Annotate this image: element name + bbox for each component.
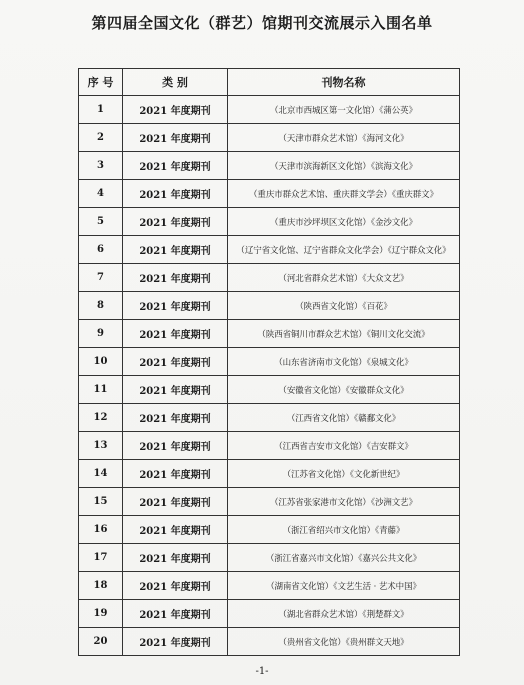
row-category: 2021 年度期刊 (123, 600, 228, 628)
table-row (79, 404, 460, 432)
table-row (79, 572, 460, 600)
row-category: 2021 年度期刊 (123, 516, 228, 544)
row-category: 2021 年度期刊 (123, 180, 228, 208)
row-index: 9 (79, 320, 123, 348)
table-row (79, 320, 460, 348)
row-category: 2021 年度期刊 (123, 376, 228, 404)
row-index: 17 (79, 544, 123, 572)
row-index: 6 (79, 236, 123, 264)
row-category: 2021 年度期刊 (123, 572, 228, 600)
table-row (79, 208, 460, 236)
row-publication-name: （浙江省嘉兴市文化馆）《嘉兴公共文化》 (228, 544, 460, 572)
row-publication-name: （河北省群众艺术馆）《大众文艺》 (228, 264, 460, 292)
row-publication-name: （重庆市群众艺术馆、重庆群文学会）《重庆群文》 (228, 180, 460, 208)
row-publication-name: （陕西省文化馆）《百花》 (228, 292, 460, 320)
row-category: 2021 年度期刊 (123, 236, 228, 264)
row-index: 13 (79, 432, 123, 460)
row-index: 14 (79, 460, 123, 488)
table-row (79, 516, 460, 544)
row-publication-name: （安徽省文化馆）《安徽群众文化》 (228, 376, 460, 404)
table-row (79, 460, 460, 488)
row-publication-name: （浙江省绍兴市文化馆）《青藤》 (228, 516, 460, 544)
row-index: 16 (79, 516, 123, 544)
row-category: 2021 年度期刊 (123, 628, 228, 656)
row-publication-name: （辽宁省文化馆、辽宁省群众文化学会）《辽宁群众文化》 (228, 236, 460, 264)
row-index: 11 (79, 376, 123, 404)
table-row (79, 432, 460, 460)
table-row (79, 152, 460, 180)
row-publication-name: （天津市群众艺术馆）《海河文化》 (228, 124, 460, 152)
row-index: 3 (79, 152, 123, 180)
row-index: 10 (79, 348, 123, 376)
header-index: 序 号 (79, 69, 123, 96)
row-index: 8 (79, 292, 123, 320)
row-category: 2021 年度期刊 (123, 208, 228, 236)
row-index: 19 (79, 600, 123, 628)
row-category: 2021 年度期刊 (123, 488, 228, 516)
table-row (79, 236, 460, 264)
row-publication-name: （重庆市沙坪坝区文化馆）《金沙文化》 (228, 208, 460, 236)
header-name: 刊物名称 (228, 69, 460, 96)
row-publication-name: （江苏省张家港市文化馆）《沙洲文艺》 (228, 488, 460, 516)
table-row (79, 488, 460, 516)
row-publication-name: （陕西省铜川市群众艺术馆）《铜川文化交流》 (228, 320, 460, 348)
row-category: 2021 年度期刊 (123, 544, 228, 572)
row-category: 2021 年度期刊 (123, 124, 228, 152)
row-category: 2021 年度期刊 (123, 320, 228, 348)
row-index: 20 (79, 628, 123, 656)
table-row (79, 96, 460, 124)
row-index: 1 (79, 96, 123, 124)
table-row (79, 600, 460, 628)
table-row (79, 544, 460, 572)
row-index: 5 (79, 208, 123, 236)
row-index: 18 (79, 572, 123, 600)
row-publication-name: （江苏省文化馆）《文化新世纪》 (228, 460, 460, 488)
table-row (79, 180, 460, 208)
header-category: 类 别 (123, 69, 228, 96)
row-index: 7 (79, 264, 123, 292)
finalist-table (78, 68, 460, 656)
row-index: 2 (79, 124, 123, 152)
table-body (79, 96, 460, 656)
row-category: 2021 年度期刊 (123, 264, 228, 292)
row-publication-name: （贵州省文化馆）《贵州群文天地》 (228, 628, 460, 656)
page-title: 第四届全国文化（群艺）馆期刊交流展示入围名单 (91, 14, 433, 32)
row-category: 2021 年度期刊 (123, 96, 228, 124)
row-index: 12 (79, 404, 123, 432)
row-publication-name: （湖北省群众艺术馆）《荆楚群文》 (228, 600, 460, 628)
row-publication-name: （湖南省文化馆）《文艺生活 · 艺术中国》 (228, 572, 460, 600)
row-publication-name: （江西省吉安市文化馆）《吉安群文》 (228, 432, 460, 460)
table-row (79, 124, 460, 152)
table-row (79, 348, 460, 376)
row-category: 2021 年度期刊 (123, 460, 228, 488)
row-index: 15 (79, 488, 123, 516)
row-category: 2021 年度期刊 (123, 348, 228, 376)
row-category: 2021 年度期刊 (123, 292, 228, 320)
row-category: 2021 年度期刊 (123, 432, 228, 460)
table-row (79, 292, 460, 320)
row-index: 4 (79, 180, 123, 208)
page-number: -1- (255, 666, 269, 677)
table-row (79, 264, 460, 292)
row-publication-name: （山东省济南市文化馆）《泉城文化》 (228, 348, 460, 376)
table-header-row (79, 69, 460, 96)
row-category: 2021 年度期刊 (123, 404, 228, 432)
row-publication-name: （江西省文化馆）《赣鄱文化》 (228, 404, 460, 432)
table-row (79, 628, 460, 656)
row-publication-name: （天津市滨海新区文化馆）《滨海文化》 (228, 152, 460, 180)
row-publication-name: （北京市西城区第一文化馆）《蒲公英》 (228, 96, 460, 124)
table-row (79, 376, 460, 404)
row-category: 2021 年度期刊 (123, 152, 228, 180)
